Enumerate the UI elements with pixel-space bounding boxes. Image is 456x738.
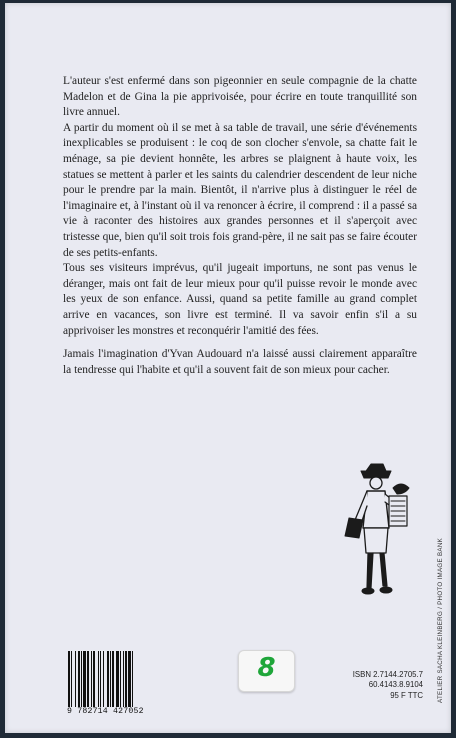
barcode-bar [110,651,111,707]
catalog-number: 60.4143.8.9104 [368,680,423,690]
barcode-bar [91,651,92,707]
price-label: 95 F TTC [390,690,423,700]
barcode-bar [75,651,76,707]
blurb-paragraph-1: L'auteur s'est enfermé dans son pigeonnier en seule compagnie de la chatte Madelon et de Gina la pie apprivoisée, pour écrire en toute tranquillité son livre annuel. [63,75,417,119]
isbn-block [343,670,423,701]
book-back-cover [5,3,451,733]
barcode [67,651,162,717]
barcode-bar [116,651,119,707]
barcode-bar [93,651,95,707]
blurb-paragraph-3: Tous ses visiteurs imprévus, qu'il jugeait importuns, ne sont pas venus le déranger, mais ont fait de leur mieux pour qu'il puisse revoir le monde avec les yeux de son enfance. Aussi, quand sa petite famille au grand complet arrive en vacances, son livre est terminé. Il va savoir enfin s'il a su apprivoiser les monstres et reconquérir l'amitié des fées. [63,262,417,337]
barcode-bar [103,651,104,707]
barcode-bar [81,651,82,707]
barcode-digits: 9 782714 427052 [67,707,144,716]
back-cover-blurb [63,74,417,378]
sticker-number: 8 [257,653,276,683]
barcode-bar [83,651,86,707]
barcode-bar [107,651,109,707]
engraved-figure-illustration [331,458,421,618]
barcode-bar [125,651,127,707]
barcode-bar [128,651,131,707]
barcode-bar [123,651,124,707]
photo-credit: ATELIER SACHA KLEINBERG / PHOTO IMAGE BANK [437,537,444,703]
barcode-bar [132,651,133,707]
barcode-bar [98,651,99,707]
isbn-number: ISBN 2.7144.2705.7 [352,670,423,679]
blurb-paragraph-4: Jamais l'imagination d'Yvan Audouard n'a laissé aussi clairement apparaître la tendresse qui l'habite et qu'il a souvent fait de son mieux pour cacher. [63,348,417,376]
barcode-bar [68,651,70,707]
barcode-bar [112,651,114,707]
barcode-bar [100,651,101,707]
blurb-paragraph-2: A partir du moment où il se met à sa table de travail, une série d'événements inexplicables se produisent : le coq de son clocher s'envole, sa chatte fait le ménage, sa pie devient honnête, les arbres se plaignent à haute voix, les statues se mettent à parler et les saints du calendrier descendent de leur niche pour le prendre par la main. Bientôt, il n'arrive plus à distinguer le réel de l'imaginaire et, à l'instant où il va renoncer à écrire, il comprend : il a passé sa vie à raconter des histoires aux grandes personnes et il s'aperçoit avec tristesse que, bien qu'il soit trois fois grand-père, il ne sait pas se faire écouter de ses petits-enfants. [63,121,417,259]
barcode-bars [67,651,162,707]
barcode-bar [71,651,72,707]
barcode-bar [78,651,80,707]
barcode-bar [87,651,89,707]
barcode-bar [120,651,121,707]
price-sticker [238,650,295,692]
